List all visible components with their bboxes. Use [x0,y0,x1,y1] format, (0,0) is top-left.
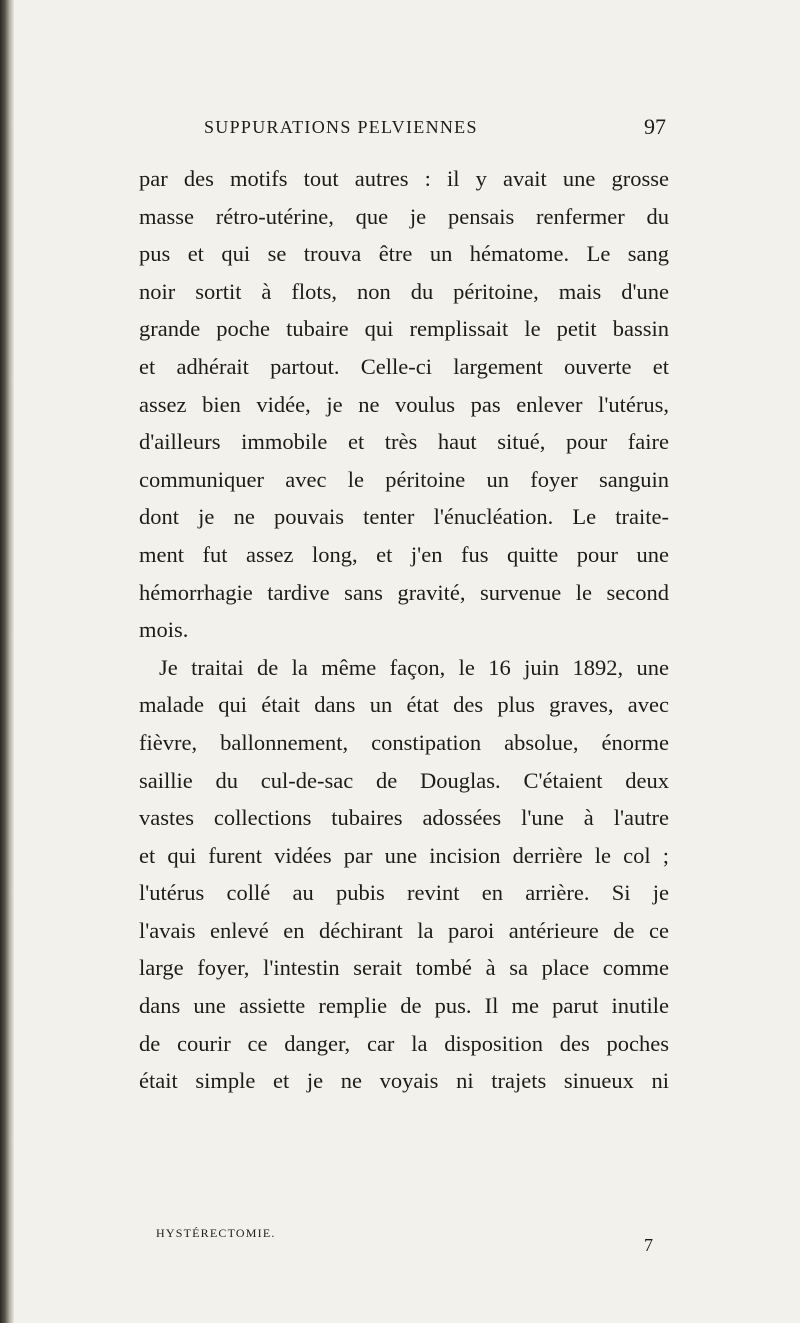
text-line: grande poche tubaire qui remplissait le petit bassin [139,316,669,342]
running-title: SUPPURATIONS PELVIENNES [204,117,478,137]
body-text [139,160,669,1100]
text-line: vastes collections tubaires adossées l'une à l'autre [139,805,669,831]
text-line: dont je ne pouvais tenter l'énucléation. Le traite- [139,504,669,530]
text-line: par des motifs tout autres : il y avait une grosse [139,166,669,191]
page-number: 97 [644,114,666,139]
text-line: pus et qui se trouva être un hématome. Le sang [139,241,669,267]
text-line: malade qui était dans un état des plus graves, avec [139,692,669,718]
text-line: et adhérait partout. Celle-ci largement ouverte et [139,353,669,379]
text-line: dans une assiette remplie de pus. Il me parut inutile [139,993,669,1019]
text-line: de courir ce danger, car la disposition des poches [139,1030,669,1056]
text-line: assez bien vidée, je ne voulus pas enlever l'utérus, [139,391,669,417]
text-line: était simple et je ne voyais ni trajets sinueux ni [139,1068,669,1094]
text-line: hémorrhagie tardive sans gravité, survenue le second [139,579,669,605]
paragraph-first-line: Je traitai de la même façon, le 16 juin 1892, une [159,654,669,680]
text-line: saillie du cul-de-sac de Douglas. C'étaient deux [139,767,669,793]
signature-number: 7 [644,1235,653,1255]
text-line: l'avais enlevé en déchirant la paroi antérieure de ce [139,917,669,943]
text-line: ment fut assez long, et j'en fus quitte pour une [139,541,669,567]
book-binding-edge [0,0,14,1323]
text-line: masse rétro-utérine, que je pensais renfermer du [139,203,669,229]
signature-mark: HYSTÉRECTOMIE. [156,1226,276,1240]
text-line: fièvre, ballonnement, constipation absolue, énorme [139,729,669,755]
book-page [14,0,800,1323]
text-line: noir sortit à flots, non du péritoine, mais d'une [139,278,669,304]
text-line: communiquer avec le péritoine un foyer sanguin [139,466,669,492]
running-head [204,114,666,141]
text-line: d'ailleurs immobile et très haut situé, pour faire [139,429,669,455]
paragraph-end-line: mois. [139,617,189,643]
text-line: l'utérus collé au pubis revint en arrière. Si je [139,880,669,906]
text-line: large foyer, l'intestin serait tombé à sa place comme [139,955,669,981]
text-line: et qui furent vidées par une incision derrière le col ; [139,842,669,868]
